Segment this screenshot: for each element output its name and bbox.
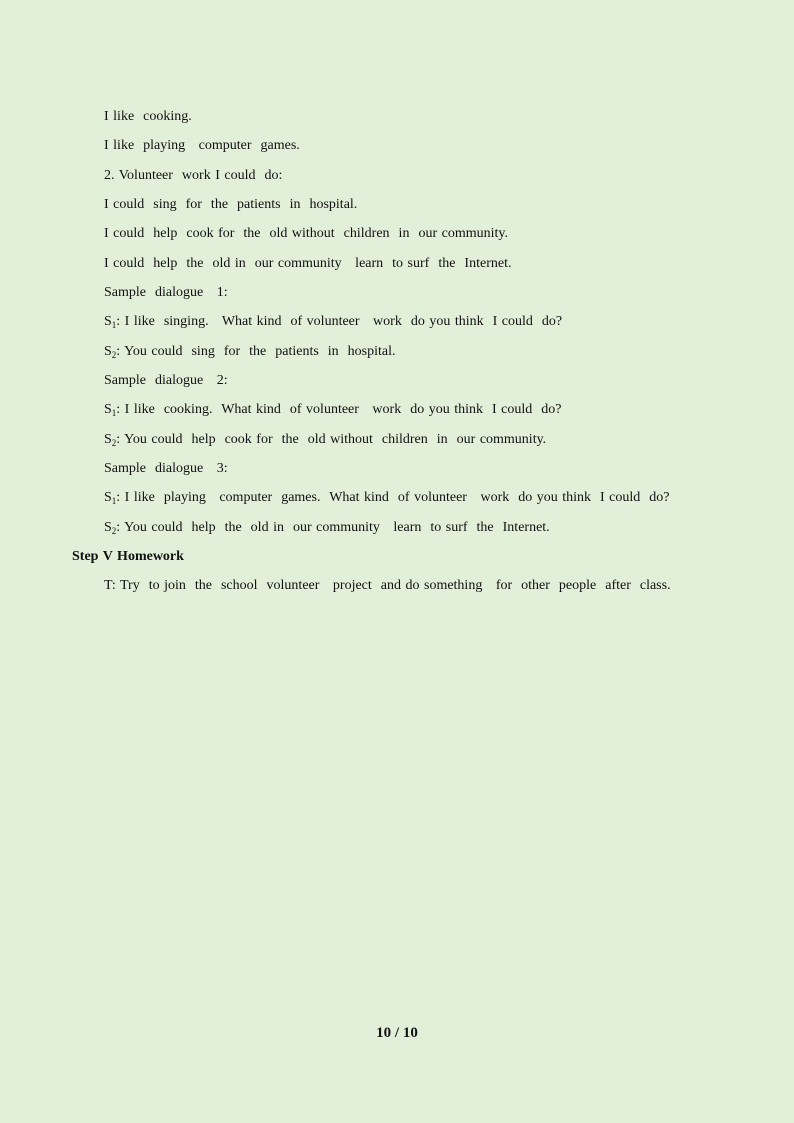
speaker-label: S [104,314,112,329]
speaker-label: S [104,432,112,447]
speaker-subscript: 2 [111,526,117,536]
dialogue-text: : I like playing computer games. What kind of volunteer work do you think I could do? [116,490,670,505]
homework-text: T: Try to join the school volunteer project and do something for other people after class. [104,578,671,593]
speaker-label: S [104,344,112,359]
dialogue-line [104,489,670,510]
speaker-subscript: 2 [111,438,117,448]
speaker-label: S [104,402,112,417]
sample-dialogue-heading: Sample dialogue 3: [104,461,228,476]
speaker-subscript: 1 [111,320,117,330]
sample-dialogue-heading: Sample dialogue 1: [104,285,228,300]
speaker-label: S [104,520,112,535]
speaker-label: S [104,490,112,505]
text-line: I could sing for the patients in hospital. [104,197,358,212]
sample-dialogue-heading: Sample dialogue 2: [104,373,228,388]
dialogue-line [104,519,550,540]
page-number: 10 / 10 [376,1025,418,1041]
speaker-subscript: 2 [111,350,117,360]
dialogue-text: : You could sing for the patients in hospital. [116,344,396,359]
text-line: I could help cook for the old without children in our community. [104,226,508,241]
dialogue-text: : You could help the old in our community learn to surf the Internet. [116,520,550,535]
speaker-subscript: 1 [111,496,117,506]
dialogue-line [104,401,561,422]
text-line: I could help the old in our community learn to surf the Internet. [104,256,512,271]
dialogue-text: : I like cooking. What kind of volunteer work do you think I could do? [116,402,562,417]
dialogue-line [104,313,562,334]
dialogue-line [104,431,546,452]
dialogue-text: : You could help cook for the old without children in our community. [116,432,547,447]
text-line: 2. Volunteer work I could do: [104,168,283,183]
dialogue-text: : I like singing. What kind of volunteer work do you think I could do? [116,314,563,329]
speaker-subscript: 1 [111,408,117,418]
text-line: I like cooking. [104,109,192,124]
dialogue-line [104,343,396,364]
step-heading: Step V Homework [72,549,184,564]
text-line: I like playing computer games. [104,138,300,153]
